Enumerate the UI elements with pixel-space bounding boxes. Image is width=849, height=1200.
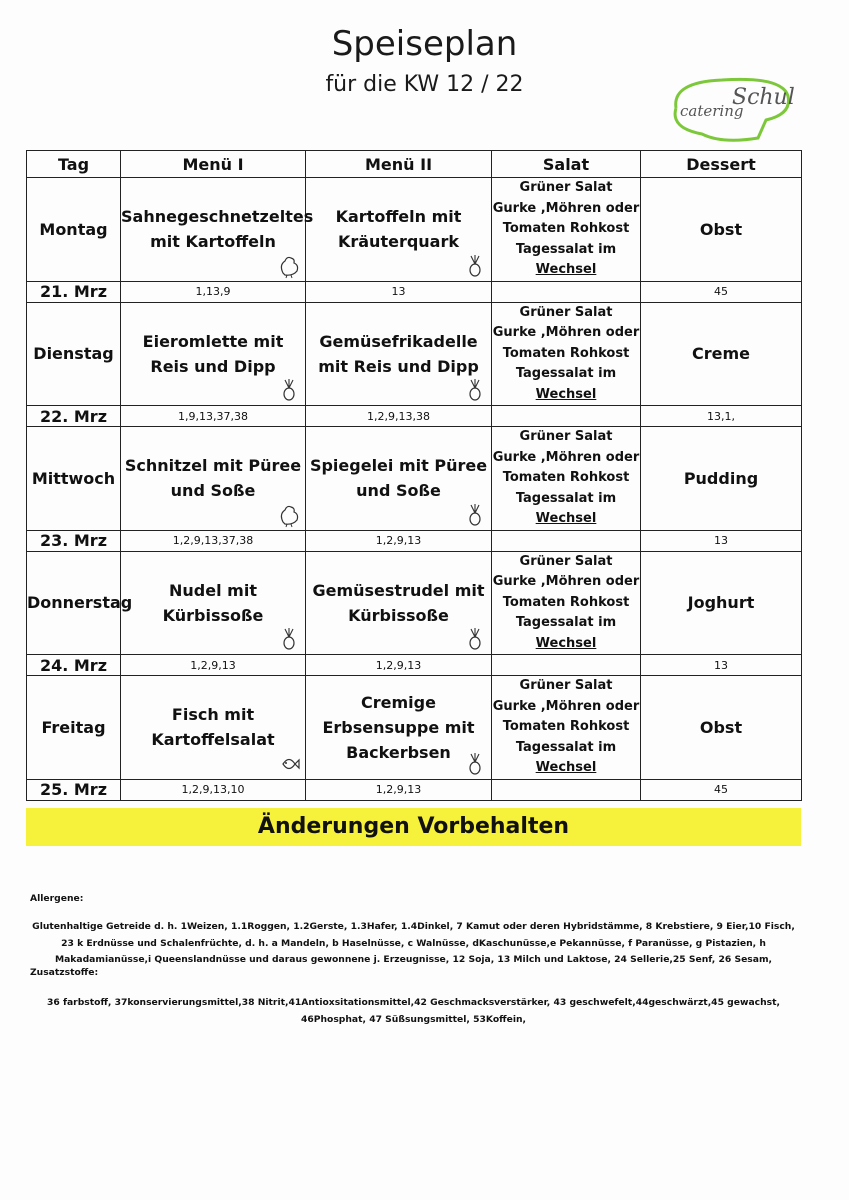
menu-1-allergens: 1,2,9,13,10 xyxy=(121,779,306,800)
salat-line: Gurke ,Möhren oder xyxy=(492,200,640,216)
header-tag: Tag xyxy=(27,151,121,178)
menu-1-allergens: 1,13,9 xyxy=(121,281,306,302)
menu-2-allergens: 1,2,9,13 xyxy=(306,655,492,676)
dessert-allergens: 13,1, xyxy=(641,406,802,427)
menu-1-allergens: 1,2,9,13 xyxy=(121,655,306,676)
dessert-allergens: 13 xyxy=(641,655,802,676)
salat-allergens xyxy=(492,530,641,551)
salat-line: Gurke ,Möhren oder xyxy=(492,698,640,714)
salat-line: Tagessalat im xyxy=(515,366,617,381)
salat-line: Grüner Salat xyxy=(519,429,613,444)
allergen-row xyxy=(27,281,802,302)
day-date: 25. Mrz xyxy=(27,779,121,800)
dessert-cell: Joghurt xyxy=(641,551,802,655)
salat-line: Tomaten Rohkost xyxy=(502,719,630,734)
day-date: 22. Mrz xyxy=(27,406,121,427)
salat-line: Tagessalat im xyxy=(515,739,617,755)
header-menu-1: Menü I xyxy=(121,151,306,178)
dessert-allergens: 45 xyxy=(641,779,802,800)
header-dessert: Dessert xyxy=(641,151,802,178)
menu-1-allergens: 1,2,9,13,37,38 xyxy=(121,530,306,551)
day-row xyxy=(27,302,802,406)
beet-icon xyxy=(463,751,487,777)
day-date: 21. Mrz xyxy=(27,281,121,302)
beet-icon xyxy=(463,253,487,279)
salat-line: Wechsel xyxy=(535,262,597,277)
beet-icon xyxy=(463,377,487,403)
menu-1-dish: Fisch mit Kartoffelsalat xyxy=(121,676,306,780)
salat-allergens xyxy=(492,655,641,676)
day-date: 23. Mrz xyxy=(27,530,121,551)
dessert-cell: Obst xyxy=(641,676,802,780)
salat-line: Tagessalat im xyxy=(515,490,617,506)
beet-icon xyxy=(463,502,487,528)
salat-cell xyxy=(492,676,641,780)
day-row xyxy=(27,427,802,531)
allergen-row xyxy=(27,530,802,551)
allergen-row xyxy=(27,655,802,676)
day-name: Mittwoch xyxy=(27,427,121,531)
day-name: Montag xyxy=(27,178,121,282)
day-name: Dienstag xyxy=(27,302,121,406)
salat-line: Tomaten Rohkost xyxy=(502,594,630,610)
menu-2-dish: Gemüsestrudel mit Kürbissoße xyxy=(306,551,492,655)
svg-text:Schul: Schul xyxy=(732,85,794,110)
salat-line: Tomaten Rohkost xyxy=(502,345,630,361)
salat-allergens xyxy=(492,406,641,427)
menu-1-dish: Nudel mit Kürbissoße xyxy=(121,551,306,655)
zusatz-text: 36 farbstoff, 37konservierungsmittel,38 Nitrit,41Antioxsitationsmittel,42 Geschmacksverstärker, 43 geschwefelt,44geschwärzt,45 gewachst, 46Phosphat, 47 Süßsungsmittel, 53Koffein, xyxy=(46,997,781,1025)
menu-2-dish: Kartoffeln mit Kräuterquark xyxy=(306,178,492,282)
allergene-heading: Allergene: xyxy=(30,893,84,904)
menu-2-dish: Spiegelei mit Püree und Soße xyxy=(306,427,492,531)
salat-cell xyxy=(492,551,641,655)
beet-icon xyxy=(277,377,301,403)
salat-line: Gurke ,Möhren oder xyxy=(492,325,640,340)
day-name: Donnerstag xyxy=(27,551,121,655)
zusatz-heading: Zusatzstoffe: xyxy=(30,967,99,978)
menu-2-dish: Gemüsefrikadelle mit Reis und Dipp xyxy=(306,302,492,406)
salat-line: Grüner Salat xyxy=(519,678,613,693)
page-subtitle: für die KW 12 / 22 xyxy=(325,72,524,97)
beet-icon xyxy=(277,626,301,652)
menu-2-allergens: 1,2,9,13,38 xyxy=(306,406,492,427)
salat-cell xyxy=(492,178,641,282)
day-row xyxy=(27,178,802,282)
salat-line: Gurke ,Möhren oder xyxy=(492,449,640,465)
beet-icon xyxy=(463,626,487,652)
menu-1-dish: Eieromlette mit Reis und Dipp xyxy=(121,302,306,406)
menu-1-allergens: 1,9,13,37,38 xyxy=(121,406,306,427)
day-row xyxy=(27,551,802,655)
header-menu-2: Menü II xyxy=(306,151,492,178)
svg-text:catering: catering xyxy=(680,102,744,120)
salat-line: Gurke ,Möhren oder xyxy=(492,574,640,589)
menu-1-dish: Sahnegeschnetzeltes mit Kartoffeln xyxy=(121,178,306,282)
dessert-cell: Pudding xyxy=(641,427,802,531)
day-row xyxy=(27,676,802,780)
changes-banner: Änderungen Vorbehalten xyxy=(26,808,801,846)
chicken-icon xyxy=(277,502,301,528)
salat-line: Tomaten Rohkost xyxy=(502,221,630,236)
salat-line: Grüner Salat xyxy=(519,304,613,320)
dessert-cell: Creme xyxy=(641,302,802,406)
salat-line: Wechsel xyxy=(535,386,597,402)
menu-1-dish: Schnitzel mit Püree und Soße xyxy=(121,427,306,531)
dessert-cell: Obst xyxy=(641,178,802,282)
day-date: 24. Mrz xyxy=(27,655,121,676)
salat-line: Wechsel xyxy=(535,635,597,651)
menu-2-allergens: 1,2,9,13 xyxy=(306,779,492,800)
logo-icon xyxy=(662,74,794,144)
menu-2-allergens: 1,2,9,13 xyxy=(306,530,492,551)
day-name: Freitag xyxy=(27,676,121,780)
fish-icon xyxy=(277,751,301,777)
header-salat: Salat xyxy=(492,151,641,178)
salat-line: Grüner Salat xyxy=(519,553,613,569)
menu-table xyxy=(26,150,802,801)
chicken-icon xyxy=(277,253,301,279)
page-title: Speiseplan xyxy=(331,24,518,64)
menu-2-allergens: 13 xyxy=(306,281,492,302)
salat-line: Wechsel xyxy=(535,760,597,775)
salat-line: Tomaten Rohkost xyxy=(502,470,630,485)
allergene-text: Glutenhaltige Getreide d. h. 1Weizen, 1.1Roggen, 1.2Gerste, 1.3Hafer, 1.4Dinkel, 7 Kamut oder deren Hybridstämme, 8 Krebstiere, 9 Eier,10 Fisch, 23 k Erdnüsse und Schalenfrüchte, d. h. a Mandeln, b Haselnüsse, c Walnüsse, dKaschunüsse,e Pekannüsse, f Paranüsse, g Pistazien, h Makadamianüsse,i Queenslandnüsse und daraus gewonnene j. Erzeugnisse, 12 Soja, 13 Milch und Laktose, 24 Sellerie,25 Senf, 26 Sesam, xyxy=(32,921,795,965)
salat-allergens xyxy=(492,779,641,800)
allergen-row xyxy=(27,406,802,427)
catering-logo xyxy=(662,74,794,144)
menu-2-dish: Cremige Erbsensuppe mit Backerbsen xyxy=(306,676,492,780)
salat-line: Tagessalat im xyxy=(515,241,617,257)
salat-line: Tagessalat im xyxy=(515,615,617,630)
dessert-allergens: 45 xyxy=(641,281,802,302)
allergen-row xyxy=(27,779,802,800)
salat-cell xyxy=(492,302,641,406)
salat-line: Grüner Salat xyxy=(519,180,613,195)
dessert-allergens: 13 xyxy=(641,530,802,551)
salat-cell xyxy=(492,427,641,531)
salat-line: Wechsel xyxy=(535,511,597,526)
salat-allergens xyxy=(492,281,641,302)
